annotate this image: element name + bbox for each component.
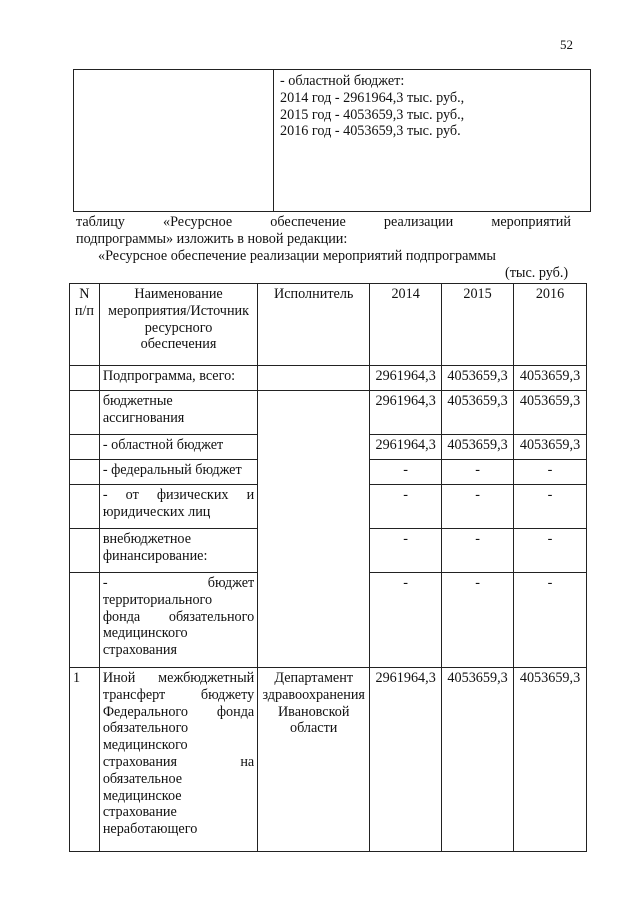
- row-num: [70, 529, 100, 573]
- value-2014: -: [370, 460, 442, 485]
- row-name: Подпрограмма, всего:: [99, 366, 257, 391]
- value-2015: 4053659,3: [442, 668, 514, 852]
- value-2016: -: [514, 573, 587, 668]
- value-2014: -: [370, 485, 442, 529]
- header-executor: Исполнитель: [258, 284, 370, 366]
- value-2014: 2961964,3: [370, 391, 442, 435]
- row-executor-merged: [258, 391, 370, 668]
- value-2014: 2961964,3: [370, 435, 442, 460]
- value-2016: -: [514, 529, 587, 573]
- regional-budget-cell: [274, 70, 591, 212]
- header-2015: 2015: [442, 284, 514, 366]
- row-name: внебюджетное финансирование:: [99, 529, 257, 573]
- unit-label: (тыс. руб.): [505, 265, 569, 281]
- value-2015: -: [442, 485, 514, 529]
- value-2015: -: [442, 573, 514, 668]
- row-num: [70, 485, 100, 529]
- row-num: 1: [70, 668, 100, 852]
- page-number: 52: [560, 37, 573, 52]
- row-num: [70, 435, 100, 460]
- paragraph-line-1: таблицу «Ресурсное обеспечение реализации мероприятий: [76, 214, 571, 230]
- header-2016: 2016: [514, 284, 587, 366]
- row-num: [70, 460, 100, 485]
- row-name: - от физических и юридических лиц: [99, 485, 257, 529]
- value-2016: -: [514, 460, 587, 485]
- continuation-table: [73, 69, 591, 212]
- value-2014: -: [370, 573, 442, 668]
- paragraph-line-2: подпрограммы» изложить в новой редакции:: [76, 231, 348, 247]
- row-executor: [258, 366, 370, 391]
- row-num: [70, 366, 100, 391]
- value-2015: -: [442, 529, 514, 573]
- value-2015: -: [442, 460, 514, 485]
- value-2016: -: [514, 485, 587, 529]
- header-num: N п/п: [70, 284, 100, 366]
- cell-line: - областной бюджет:: [280, 73, 405, 89]
- cell-line: 2016 год - 4053659,3 тыс. руб.: [280, 123, 461, 140]
- row-name: - бюджет территориального фонда обязательного медицинского страхования: [99, 573, 257, 668]
- value-2015: 4053659,3: [442, 366, 514, 391]
- row-executor: Департамент здравоохранения Ивановской области: [258, 668, 370, 852]
- value-2016: 4053659,3: [514, 668, 587, 852]
- row-name: - областной бюджет: [99, 435, 257, 460]
- value-2014: 2961964,3: [370, 668, 442, 852]
- value-2015: 4053659,3: [442, 435, 514, 460]
- header-row: [70, 284, 587, 366]
- value-2014: 2961964,3: [370, 366, 442, 391]
- empty-cell: [74, 70, 274, 212]
- cell-line: 2015 год - 4053659,3 тыс. руб.,: [280, 106, 465, 123]
- row-name: бюджетные ассигнования: [99, 391, 257, 435]
- table-row: [70, 366, 587, 391]
- value-2016: 4053659,3: [514, 366, 587, 391]
- row-name: - федеральный бюджет: [99, 460, 257, 485]
- table-row: [70, 391, 587, 435]
- row-num: [70, 391, 100, 435]
- header-2014: 2014: [370, 284, 442, 366]
- value-2015: 4053659,3: [442, 391, 514, 435]
- table-row: [70, 668, 587, 852]
- cell-line: 2014 год - 2961964,3 тыс. руб.,: [280, 89, 465, 106]
- table-title: «Ресурсное обеспечение реализации мероприятий подпрограммы: [98, 248, 496, 264]
- value-2016: 4053659,3: [514, 435, 587, 460]
- header-name: Наименование мероприятия/Источник ресурсного обеспечения: [99, 284, 257, 366]
- row-num: [70, 573, 100, 668]
- resource-table: [69, 283, 587, 852]
- value-2014: -: [370, 529, 442, 573]
- value-2016: 4053659,3: [514, 391, 587, 435]
- row-name: Иной межбюджетный трансферт бюджету Федерального фонда обязательного медицинского страхования на обязательное медицинское страхование неработающего: [99, 668, 257, 852]
